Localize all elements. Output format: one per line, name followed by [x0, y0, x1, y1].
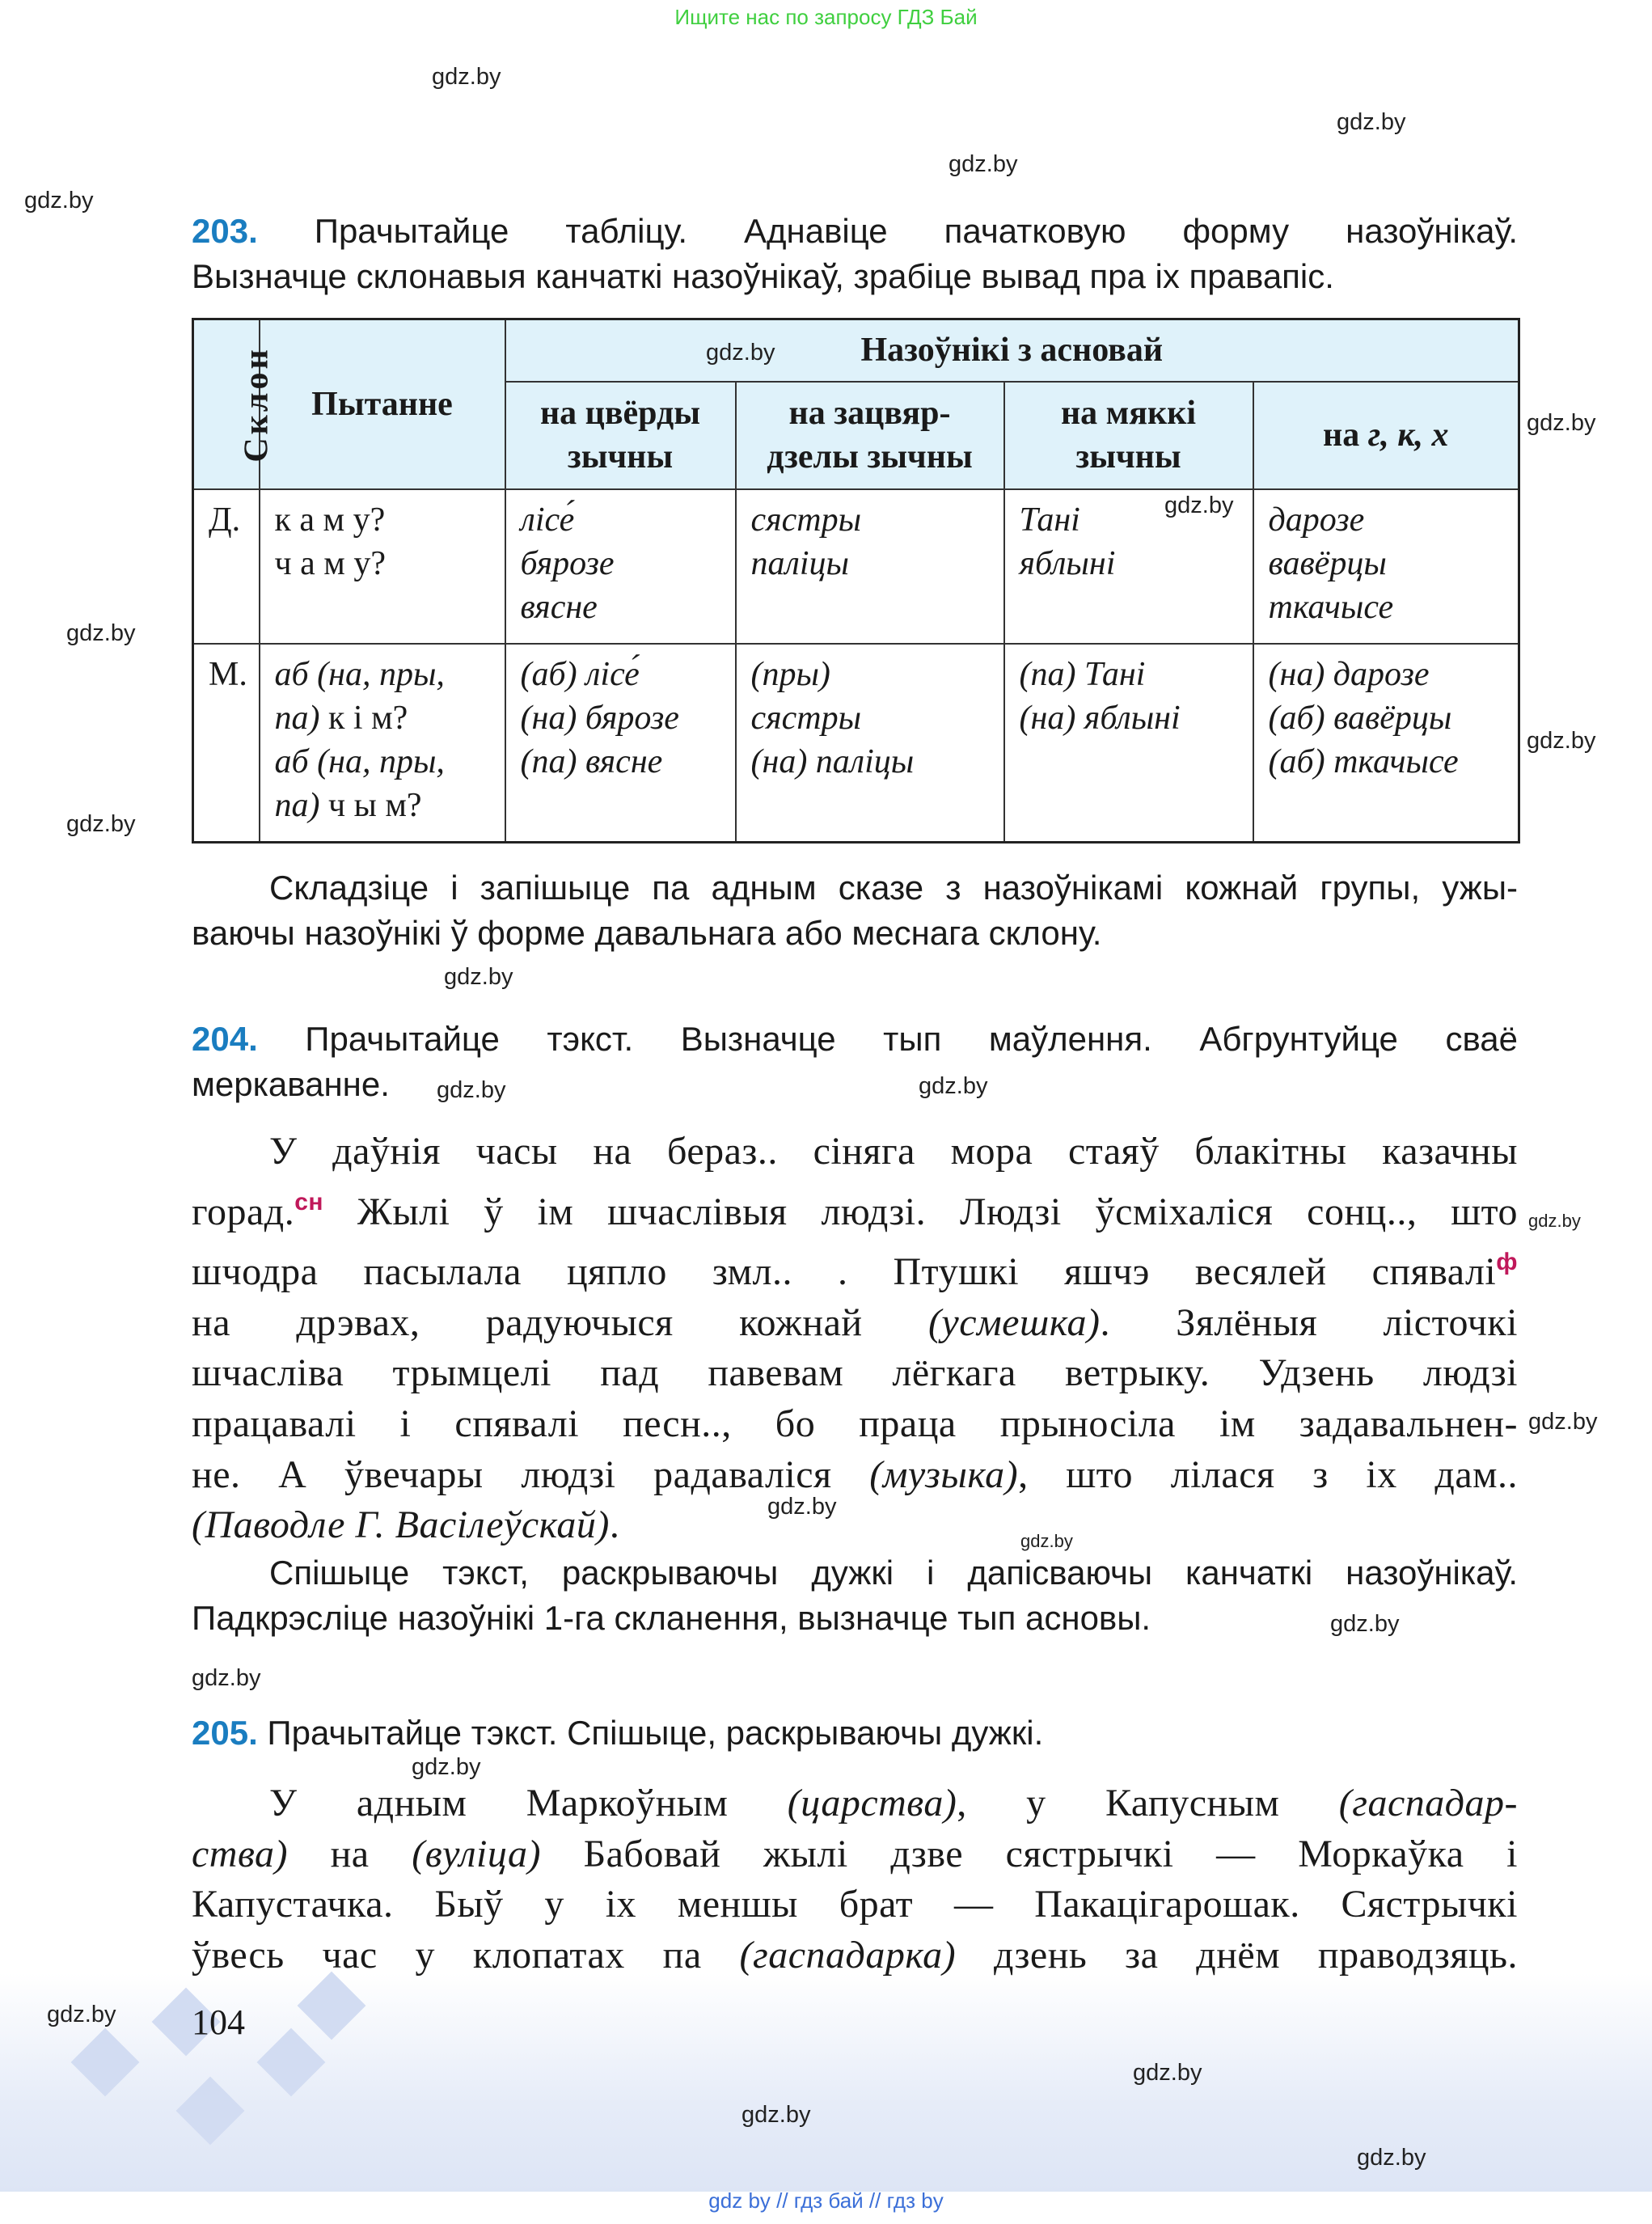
italic-text: (вуліца) — [412, 1832, 541, 1875]
cell-line: Тані — [1019, 501, 1080, 539]
watermark: gdz.by — [1528, 1409, 1598, 1435]
table-cell — [505, 644, 736, 843]
text-line — [192, 1298, 1518, 1349]
italic-text: па) — [274, 786, 320, 824]
cell-line: (пры) — [750, 655, 830, 693]
watermark: gdz.by — [66, 620, 136, 646]
table-row-dative — [193, 489, 1519, 644]
italic-text: па) — [274, 699, 320, 737]
cell-line: (на) паліцы — [750, 742, 915, 780]
text-segment: Капустачка. Быў у іх меншы брат — Пакацігарошак. Сястрычкі — [192, 1883, 1518, 1926]
watermark: gdz.by — [919, 1073, 988, 1099]
text-segment: к а м у? — [274, 501, 386, 539]
text-segment: Падкрэсліце назоўнікі 1-га скланення, вызначце тып асновы. — [192, 1599, 1151, 1637]
task-204 — [192, 1550, 1518, 1641]
text-line — [192, 1879, 1518, 1930]
cell-line: зычны — [567, 438, 674, 476]
text-segment: ч а м у? — [274, 544, 386, 582]
cell-line: бярозе — [520, 544, 615, 582]
watermark: gdz.by — [1020, 1531, 1073, 1551]
text-line — [192, 1596, 1518, 1641]
header-soft-consonant — [1004, 382, 1253, 489]
text-line — [192, 1930, 1518, 1981]
case-label: Д. — [193, 489, 260, 644]
text-segment: Прачытайце табліцу. Аднавіце пачатковую форму назоўнікаў. — [257, 212, 1518, 250]
cell-line: дзелы зычны — [767, 438, 973, 476]
cell-line: (на) дарозе — [1268, 655, 1430, 693]
header-g-k-kh: на г, к, х — [1253, 382, 1519, 489]
text-segment: , у Капусным — [957, 1782, 1339, 1824]
cell-line: паліцы — [750, 544, 849, 582]
text-segment: шчасліва трымцелі пад павевам лёгкага ветрыку. Удзень людзі — [192, 1351, 1518, 1395]
table-cell — [1253, 489, 1519, 644]
watermark: gdz.by — [767, 1494, 837, 1520]
text-segment: горад. — [192, 1190, 295, 1233]
italic-text: аб (на, пры, — [274, 655, 445, 693]
watermark: gdz.by — [432, 64, 501, 90]
text-line — [192, 1348, 1518, 1399]
exercise-number: 203. — [192, 212, 258, 250]
footnote-mark: ф — [1496, 1249, 1518, 1276]
text-segment: Прачытайце тэкст. Вызначце тып маўлення. Абгрунтуйце сваё — [257, 1020, 1518, 1058]
watermark: gdz.by — [192, 1665, 261, 1691]
exercise-204-line — [192, 1017, 1518, 1062]
italic-text: (гаспадар- — [1338, 1782, 1519, 1824]
text-line — [192, 911, 1518, 956]
cell-line: на мяккі — [1060, 395, 1197, 432]
text-line — [192, 1500, 1518, 1551]
page-number: 104 — [192, 2002, 245, 2042]
search-hint-link[interactable]: Ищите нас по запросу ГДЗ Бай — [674, 5, 978, 29]
header-hard-consonant — [505, 382, 736, 489]
watermark: gdz.by — [949, 151, 1018, 177]
cell-line: (па) вясне — [520, 742, 663, 780]
text-segment: дзень за днём праводзяць. — [956, 1933, 1518, 1977]
cell-line: (на) бярозе — [520, 699, 679, 737]
text-line — [192, 1399, 1518, 1450]
watermark: gdz.by — [47, 2002, 116, 2027]
text-line — [192, 1237, 1518, 1298]
cell-line — [275, 740, 492, 784]
cell-line: сястры — [750, 699, 862, 737]
cell-line — [275, 542, 492, 586]
watermark: gdz.by — [1527, 410, 1596, 436]
text-segment: к і м? — [319, 699, 408, 737]
italic-text: аб (на, пры, — [274, 742, 445, 780]
diamond-decoration — [257, 2028, 326, 2097]
text-segment: меркаванне. — [192, 1065, 390, 1103]
watermark: gdz.by — [1133, 2060, 1202, 2086]
diamond-decoration — [176, 2077, 245, 2146]
text-segment: на — [287, 1832, 412, 1875]
italic-text: ства) — [192, 1832, 288, 1875]
cell-line: яблыні — [1019, 544, 1116, 582]
cell-line: на цвёрды — [539, 395, 701, 432]
text-segment: . Зялёныя лісточкі — [1100, 1300, 1519, 1344]
exercise-204-line — [192, 1062, 1518, 1107]
table-cell — [505, 489, 736, 644]
text-line — [192, 1778, 1518, 1829]
cell-line: (аб) лісе́ — [520, 655, 640, 693]
text-line — [192, 1127, 1518, 1178]
italic-text: (Паводле Г. Васілеўскай) — [192, 1503, 610, 1547]
header-question: Пытанне — [260, 319, 505, 489]
header-hardened-consonant — [736, 382, 1004, 489]
cell-line: на зацвяр- — [788, 395, 951, 432]
text-204 — [192, 1127, 1518, 1551]
cell-line — [275, 784, 492, 827]
watermark: gdz.by — [24, 188, 94, 214]
watermark: gdz.by — [1164, 493, 1234, 518]
exercise-203-heading — [192, 209, 1518, 299]
text-segment: Спішыце тэкст, раскрываючы дужкі і дапісваючы канчаткі назоўнікаў. — [269, 1554, 1518, 1592]
text-segment: шчодра пасылала цяпло змл.. . Птушкі яшчэ весялей спявалі — [192, 1250, 1497, 1294]
text-segment: працавалі і спявалі песн.., бо праца прыносіла ім задавальнен- — [192, 1402, 1518, 1445]
watermark: gdz.by — [66, 811, 136, 837]
cell-line: вавёрцы — [1268, 544, 1387, 582]
watermark: gdz.by — [1528, 1211, 1581, 1231]
cell-line: (аб) вавёрцы — [1268, 699, 1452, 737]
table-cell — [1004, 644, 1253, 843]
text-segment: Прачытайце тэкст. Спішыце, раскрываючы дужкі. — [257, 1714, 1044, 1752]
cell-line: сястры — [750, 501, 862, 539]
text-segment: Складзіце і запішыце па адным сказе з назоўнікамі кожнай групы, ужы- — [269, 869, 1518, 907]
cell-line: вясне — [520, 588, 598, 626]
text-segment: ч ы м? — [319, 786, 422, 824]
watermark: gdz.by — [741, 2102, 811, 2128]
header-noun-stems: Назоўнікі з асновай — [505, 319, 1519, 382]
text-line — [192, 1550, 1518, 1596]
exercise-203-line — [192, 254, 1518, 299]
exercise-204-heading — [192, 1017, 1518, 1107]
diamond-decoration — [298, 1972, 366, 2040]
text-segment: ваючы назоўнікі ў форме давальнага або меснага склону. — [192, 914, 1102, 952]
cell-line — [275, 498, 492, 542]
text-line — [192, 1450, 1518, 1501]
cell-line: (аб) ткачысе — [1268, 742, 1459, 780]
text-segment: Бабовай жылі дзве сястрычкі — Моркаўка і — [540, 1832, 1518, 1875]
text-segment: , што лілася з іх дам.. — [1018, 1452, 1518, 1496]
cell-line — [275, 653, 492, 696]
italic-text: (царства) — [787, 1782, 957, 1824]
text-segment: ўвесь час у клопатах па — [192, 1933, 740, 1977]
cell-line: зычны — [1075, 438, 1181, 476]
text-segment: . — [609, 1503, 620, 1547]
cell-line: лісе́ — [520, 501, 575, 539]
watermark: gdz.by — [437, 1077, 506, 1103]
cell-line: дарозе — [1268, 501, 1365, 539]
text-segment: У даўнія часы на бераз.. сіняга мора стаяў блакітны казачны — [269, 1130, 1518, 1173]
cell-line: (на) яблыні — [1019, 699, 1181, 737]
watermark: gdz.by — [412, 1754, 481, 1780]
table-cell — [736, 489, 1004, 644]
case-label: М. — [193, 644, 260, 843]
exercise-203-line — [192, 209, 1518, 254]
text-segment: не. А ўвечары людзі радаваліся — [192, 1452, 870, 1496]
noun-declension-table — [192, 318, 1520, 844]
question-cell — [260, 644, 505, 843]
text-line — [192, 1178, 1518, 1238]
text-205 — [192, 1778, 1518, 1981]
italic-text: (усмешка) — [927, 1300, 1101, 1344]
text-segment: У адным Маркоўным — [269, 1782, 788, 1824]
text-segment: на дрэвах, радуючыся кожнай — [192, 1300, 928, 1344]
footer-links[interactable]: gdz by // гдз бай // гдз by — [708, 2188, 944, 2213]
table-row-locative — [193, 644, 1519, 843]
footnote-mark: сн — [294, 1188, 324, 1216]
text-segment: Жылі ў ім шчаслівыя людзі. Людзі ўсміхаліся сонц.., што — [323, 1190, 1518, 1233]
table-cell — [1253, 644, 1519, 843]
diamond-decoration — [71, 2028, 140, 2097]
exercise-205-heading — [192, 1710, 1518, 1756]
exercise-number: 205. — [192, 1714, 258, 1752]
watermark: gdz.by — [706, 340, 775, 366]
italic-text: (гаспадарка) — [739, 1933, 957, 1977]
exercise-number: 204. — [192, 1020, 258, 1058]
exercise-205-line — [192, 1710, 1518, 1756]
watermark: gdz.by — [444, 964, 513, 990]
text-line — [192, 865, 1518, 911]
italic-text: (музыка) — [869, 1452, 1019, 1496]
cell-line: (па) Тані — [1019, 655, 1146, 693]
header-case: Склон — [193, 319, 260, 489]
cell-line: ткачысе — [1268, 588, 1394, 626]
watermark: gdz.by — [1357, 2145, 1426, 2171]
question-cell — [260, 489, 505, 644]
watermark: gdz.by — [1330, 1611, 1400, 1637]
text-line — [192, 1829, 1518, 1880]
task-203 — [192, 865, 1518, 956]
text-segment: Вызначце склонавыя канчаткі назоўнікаў, зрабіце вывад пра іх правапіс. — [192, 257, 1334, 295]
watermark: gdz.by — [1337, 109, 1406, 135]
watermark: gdz.by — [1527, 728, 1596, 754]
cell-line — [275, 696, 492, 740]
table-cell — [736, 644, 1004, 843]
